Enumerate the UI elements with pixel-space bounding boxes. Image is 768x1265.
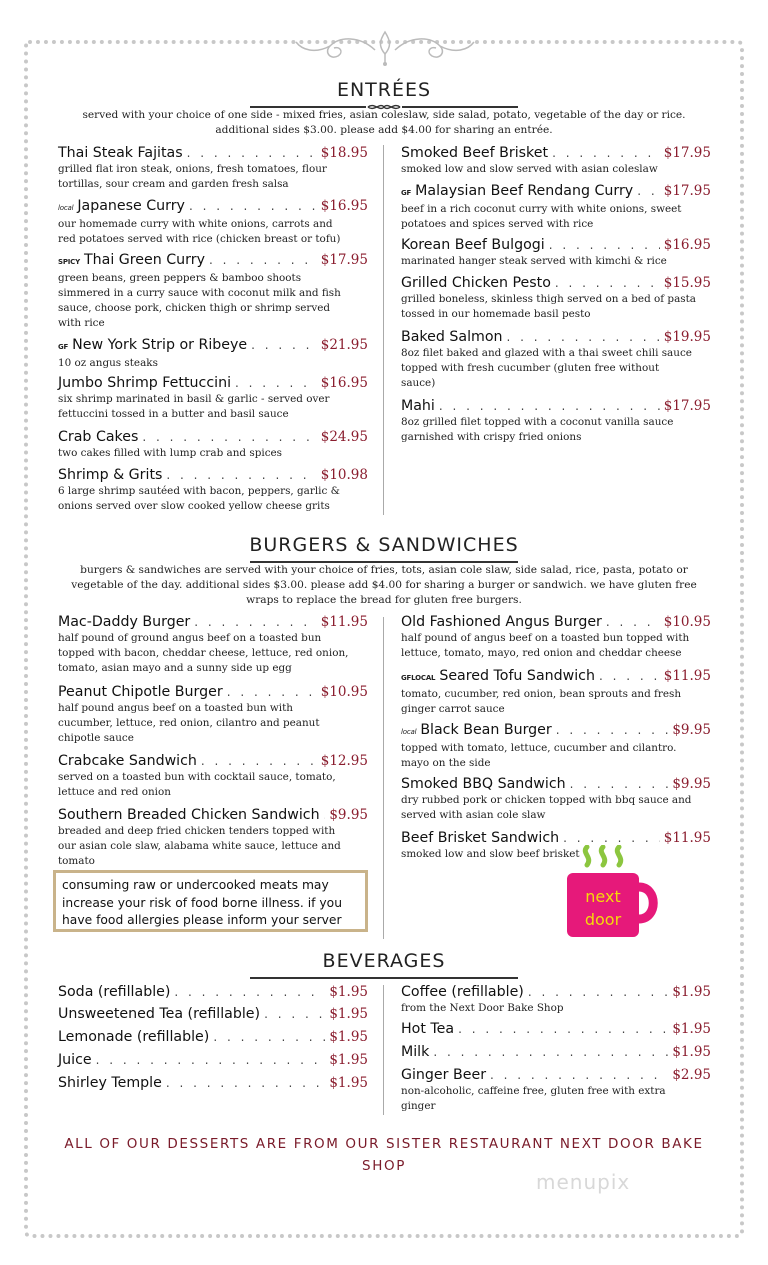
menu-item-shirley-temple bbox=[58, 1074, 368, 1092]
menu-item-description: onions served over slow cooked yellow cheese grits bbox=[58, 500, 330, 512]
menu-item-description: tomato, asian mayo and a sunny side up egg bbox=[58, 662, 292, 674]
menu-item-description: six shrimp marinated in basil & garlic - served over bbox=[58, 393, 330, 405]
menu-item-line bbox=[58, 983, 368, 1001]
entrees-column-divider bbox=[383, 145, 384, 515]
dot-leader bbox=[599, 667, 660, 685]
menu-item-black-bean-burger bbox=[401, 721, 711, 771]
menu-item-name: Smoked Beef Brisket bbox=[401, 145, 549, 161]
dot-leader bbox=[507, 328, 660, 346]
menu-item-description: green beans, green peppers & bamboo shoots bbox=[58, 272, 302, 284]
next-door-mug-logo-icon bbox=[563, 845, 658, 940]
dot-leader bbox=[189, 197, 317, 215]
menu-item-korean-beef-bulgogi bbox=[401, 236, 711, 269]
entrees-title: ENTRÉES bbox=[336, 79, 432, 101]
menu-item-price: $11.95 bbox=[663, 830, 711, 846]
menu-item-name: Jumbo Shrimp Fettuccini bbox=[58, 375, 232, 391]
menu-item-price: $1.95 bbox=[672, 984, 711, 1000]
menu-item-lemonade-refillable bbox=[58, 1028, 368, 1046]
menu-item-jumbo-shrimp-fettuccini bbox=[58, 374, 368, 422]
menu-item-price: $15.95 bbox=[663, 275, 711, 291]
menu-item-price: $17.95 bbox=[663, 145, 711, 161]
menu-item-description: our asian cole slaw, alabama white sauce, lettuce and bbox=[58, 840, 341, 852]
menu-item-description: non-alcoholic, caffeine free, gluten free with extra bbox=[401, 1085, 666, 1097]
menu-item-description: simmered in a curry sauce with coconut milk and fish bbox=[58, 287, 341, 299]
menu-item-name: Korean Beef Bulgogi bbox=[401, 237, 545, 253]
menu-item-line bbox=[58, 1005, 368, 1023]
menu-item-line bbox=[401, 721, 711, 741]
menu-item-line bbox=[58, 251, 368, 271]
menu-item-price: $17.95 bbox=[663, 183, 711, 199]
menu-item-name: Malaysian Beef Rendang Curry bbox=[415, 183, 634, 199]
menu-item-description: topped with bacon, cheddar cheese, lettuce, red onion, bbox=[58, 647, 349, 659]
menu-item-name: Black Bean Burger bbox=[420, 722, 552, 738]
menu-item-description: fettuccini tossed in a butter and basil sauce bbox=[58, 408, 289, 420]
menu-item-price: $11.95 bbox=[320, 614, 368, 630]
menu-item-description: sauce) bbox=[401, 377, 436, 389]
dot-leader bbox=[194, 613, 316, 631]
logo-next-text: next bbox=[585, 887, 621, 906]
menu-item-description: lettuce and red onion bbox=[58, 786, 171, 798]
menu-item-name: Japanese Curry bbox=[77, 198, 185, 214]
menu-item-price: $18.95 bbox=[320, 145, 368, 161]
menu-item-new-york-strip-or-ribeye bbox=[58, 336, 368, 371]
menu-item-price: $1.95 bbox=[329, 984, 368, 1000]
menu-item-description: ginger carrot sauce bbox=[401, 703, 505, 715]
menu-item-smoked-bbq-sandwich bbox=[401, 775, 711, 823]
dot-leader bbox=[439, 397, 660, 415]
menu-item-southern-breaded-chicken-sandwich bbox=[58, 806, 368, 869]
menu-item-description: garnished with crispy fried onions bbox=[401, 431, 582, 443]
menu-item-thai-green-curry bbox=[58, 251, 368, 331]
menu-item-line bbox=[401, 983, 711, 1001]
menu-item-line bbox=[401, 144, 711, 162]
menu-item-description: marinated hanger steak served with kimchi & rice bbox=[401, 255, 667, 267]
menu-item-description: smoked low and slow served with asian coleslaw bbox=[401, 163, 658, 175]
dietary-tag: GF bbox=[401, 189, 412, 197]
burgers-title: BURGERS & SANDWICHES bbox=[249, 534, 519, 556]
menu-item-price: $1.95 bbox=[329, 1052, 368, 1068]
menu-item-price: $9.95 bbox=[672, 722, 711, 738]
menu-item-crabcake-sandwich bbox=[58, 752, 368, 800]
menu-item-price: $1.95 bbox=[329, 1006, 368, 1022]
menu-item-name: Crab Cakes bbox=[58, 429, 139, 445]
menu-item-line bbox=[58, 144, 368, 162]
menu-item-price: $1.95 bbox=[672, 1021, 711, 1037]
menu-item-description: sauce, choose pork, chicken thigh or shrimp served bbox=[58, 302, 331, 314]
menu-item-old-fashioned-angus-burger bbox=[401, 613, 711, 661]
menu-item-milk bbox=[401, 1043, 711, 1061]
menu-item-name: Soda (refillable) bbox=[58, 984, 171, 1000]
menu-item-description: served on a toasted bun with cocktail sauce, tomato, bbox=[58, 771, 336, 783]
menu-item-line bbox=[401, 667, 711, 687]
menu-item-description: grilled boneless, skinless thigh served on a bed of pasta bbox=[401, 293, 696, 305]
menu-item-juice bbox=[58, 1051, 368, 1069]
menu-item-description: two cakes filled with lump crab and spices bbox=[58, 447, 282, 459]
menu-item-name: Baked Salmon bbox=[401, 329, 503, 345]
menu-item-price: $1.95 bbox=[329, 1029, 368, 1045]
menu-item-description: chipotle sauce bbox=[58, 732, 134, 744]
menu-item-price: $11.95 bbox=[663, 668, 711, 684]
menu-item-price: $10.98 bbox=[320, 467, 368, 483]
menu-item-mahi bbox=[401, 397, 711, 445]
dot-leader bbox=[166, 466, 316, 484]
menu-item-thai-steak-fajitas bbox=[58, 144, 368, 192]
menu-item-price: $1.95 bbox=[672, 1044, 711, 1060]
menu-item-description: potatoes and spices served with rice bbox=[401, 218, 594, 230]
menu-item-description: 6 large shrimp sautéed with bacon, peppers, garlic & bbox=[58, 485, 340, 497]
menu-item-price: $16.95 bbox=[320, 198, 368, 214]
menu-item-name: Hot Tea bbox=[401, 1021, 455, 1037]
dietary-tag: SPICY bbox=[58, 258, 80, 266]
dot-leader bbox=[606, 613, 660, 631]
dot-leader bbox=[96, 1051, 326, 1069]
menu-item-line bbox=[58, 428, 368, 446]
menu-item-price: $16.95 bbox=[663, 237, 711, 253]
menu-item-crab-cakes bbox=[58, 428, 368, 461]
menu-item-name: Juice bbox=[58, 1052, 92, 1068]
burgers-column-divider bbox=[383, 617, 384, 939]
logo-door-text: door bbox=[584, 910, 622, 929]
menu-item-name: Seared Tofu Sandwich bbox=[439, 668, 595, 684]
menu-item-description: with rice bbox=[58, 317, 105, 329]
menu-item-peanut-chipotle-burger bbox=[58, 683, 368, 746]
menu-item-name: Mac-Daddy Burger bbox=[58, 614, 191, 630]
menu-item-description: breaded and deep fried chicken tenders topped with bbox=[58, 825, 336, 837]
menu-item-price: $2.95 bbox=[672, 1067, 711, 1083]
menu-item-line bbox=[58, 683, 368, 701]
menu-item-name: Peanut Chipotle Burger bbox=[58, 684, 223, 700]
dot-leader bbox=[528, 983, 669, 1001]
menu-item-description: lettuce, tomato, mayo, red onion and cheddar cheese bbox=[401, 647, 682, 659]
menu-item-name: Smoked BBQ Sandwich bbox=[401, 776, 566, 792]
food-safety-notice: consuming raw or undercooked meats may increase your risk of food borne illness. if you have food allergies please inform your server bbox=[53, 870, 368, 932]
menu-item-description: cucumber, lettuce, red onion, cilantro and peanut bbox=[58, 717, 320, 729]
menu-item-japanese-curry bbox=[58, 197, 368, 247]
menu-item-description: tomato, cucumber, red onion, bean sprouts and fresh bbox=[401, 688, 682, 700]
menu-item-description: 8oz grilled filet topped with a coconut vanilla sauce bbox=[401, 416, 674, 428]
entrees-intro: served with your choice of one side - mixed fries, asian coleslaw, side salad, potato, vegetable of the day or rice. additional sides $3.00. please add $4.00 for sharing an entrée. bbox=[82, 109, 686, 136]
menu-item-description: half pound of ground angus beef on a toasted bun bbox=[58, 632, 322, 644]
dot-leader bbox=[209, 251, 317, 269]
menu-item-description: tomato bbox=[58, 855, 95, 867]
menu-item-name: Thai Green Curry bbox=[83, 252, 205, 268]
menu-item-name: Mahi bbox=[401, 398, 435, 414]
dot-leader bbox=[556, 721, 669, 739]
menu-item-line bbox=[401, 829, 711, 847]
menu-item-line bbox=[401, 328, 711, 346]
menu-item-name: New York Strip or Ribeye bbox=[72, 337, 248, 353]
menu-item-description: half pound of angus beef on a toasted bun topped with bbox=[401, 632, 690, 644]
menu-item-price: $1.95 bbox=[329, 1075, 368, 1091]
menu-item-name: Old Fashioned Angus Burger bbox=[401, 614, 602, 630]
menu-item-line bbox=[58, 806, 368, 824]
menu-item-line bbox=[401, 613, 711, 631]
dot-leader bbox=[458, 1020, 668, 1038]
menu-item-line bbox=[401, 397, 711, 415]
menu-item-line bbox=[58, 1051, 368, 1069]
menu-item-description: beef in a rich coconut curry with white onions, sweet bbox=[401, 203, 682, 215]
menu-item-shrimp-grits bbox=[58, 466, 368, 514]
desserts-note: ALL OF OUR DESSERTS ARE FROM OUR SISTER RESTAURANT NEXT DOOR BAKE SHOP bbox=[64, 1136, 704, 1174]
menu-item-name: Beef Brisket Sandwich bbox=[401, 830, 560, 846]
menu-item-name: Southern Breaded Chicken Sandwich bbox=[58, 807, 320, 823]
dot-leader bbox=[490, 1066, 668, 1084]
beverages-title-rule bbox=[250, 977, 518, 979]
menu-item-baked-salmon bbox=[401, 328, 711, 391]
menu-item-seared-tofu-sandwich bbox=[401, 667, 711, 717]
dot-leader bbox=[324, 806, 326, 824]
menu-item-description: our homemade curry with white onions, carrots and bbox=[58, 218, 333, 230]
menu-item-line bbox=[58, 613, 368, 631]
menu-item-line bbox=[401, 236, 711, 254]
dot-leader bbox=[555, 274, 660, 292]
menu-item-description: tortillas, sour cream and garden fresh salsa bbox=[58, 178, 289, 190]
dietary-tag: local bbox=[58, 204, 74, 212]
menu-item-line bbox=[58, 197, 368, 217]
menu-item-name: Milk bbox=[401, 1044, 430, 1060]
menu-item-mac-daddy-burger bbox=[58, 613, 368, 676]
menu-item-line bbox=[401, 182, 711, 202]
menu-item-description: 10 oz angus steaks bbox=[58, 357, 158, 369]
menu-item-description: grilled flat iron steak, onions, fresh tomatoes, flour bbox=[58, 163, 327, 175]
menu-item-line bbox=[58, 1074, 368, 1092]
dot-leader bbox=[264, 1005, 325, 1023]
menu-item-price: $10.95 bbox=[320, 684, 368, 700]
dot-leader bbox=[166, 1074, 326, 1092]
menu-item-line bbox=[58, 752, 368, 770]
dot-leader bbox=[552, 144, 660, 162]
menu-item-line bbox=[401, 1020, 711, 1038]
menu-item-name: Coffee (refillable) bbox=[401, 984, 524, 1000]
menu-item-line bbox=[58, 374, 368, 392]
menu-item-ginger-beer bbox=[401, 1066, 711, 1114]
menu-item-name: Crabcake Sandwich bbox=[58, 753, 197, 769]
flourish-ornament-icon bbox=[290, 28, 480, 68]
menu-item-price: $9.95 bbox=[672, 776, 711, 792]
menu-item-description: from the Next Door Bake Shop bbox=[401, 1002, 564, 1014]
menu-item-description: tossed in our homemade basil pesto bbox=[401, 308, 591, 320]
menu-item-hot-tea bbox=[401, 1020, 711, 1038]
menu-item-price: $16.95 bbox=[320, 375, 368, 391]
dot-leader bbox=[213, 1028, 325, 1046]
dot-leader bbox=[142, 428, 316, 446]
dot-leader bbox=[235, 374, 317, 392]
dietary-tag: GFLOCAL bbox=[401, 674, 436, 682]
menu-item-price: $12.95 bbox=[320, 753, 368, 769]
menu-item-grilled-chicken-pesto bbox=[401, 274, 711, 322]
menu-item-description: red potatoes served with rice (chicken breast or tofu) bbox=[58, 233, 341, 245]
dot-leader bbox=[174, 983, 325, 1001]
menu-item-name: Lemonade (refillable) bbox=[58, 1029, 210, 1045]
dot-leader bbox=[570, 775, 669, 793]
menu-item-description: topped with tomato, lettuce, cucumber and cilantro. bbox=[401, 742, 677, 754]
menu-item-name: Shirley Temple bbox=[58, 1075, 162, 1091]
menu-item-description: 8oz filet baked and glazed with a thai sweet chili sauce bbox=[401, 347, 692, 359]
dot-leader bbox=[187, 144, 317, 162]
menu-item-price: $10.95 bbox=[663, 614, 711, 630]
menu-item-unsweetened-tea-refillable bbox=[58, 1005, 368, 1023]
dot-leader bbox=[201, 752, 317, 770]
dot-leader bbox=[227, 683, 317, 701]
menu-item-line bbox=[401, 1043, 711, 1061]
menu-item-price: $24.95 bbox=[320, 429, 368, 445]
dot-leader bbox=[637, 182, 660, 200]
menu-item-description: mayo on the side bbox=[401, 757, 491, 769]
menu-item-description: smoked low and slow beef brisket bbox=[401, 848, 580, 860]
menu-item-price: $21.95 bbox=[320, 337, 368, 353]
menu-item-name: Thai Steak Fajitas bbox=[58, 145, 183, 161]
beverages-column-divider bbox=[383, 985, 384, 1115]
menu-item-description: ginger bbox=[401, 1100, 436, 1112]
menu-item-description: served with asian cole slaw bbox=[401, 809, 546, 821]
menu-item-line bbox=[401, 1066, 711, 1084]
menu-item-description: half pound angus beef on a toasted bun with bbox=[58, 702, 293, 714]
menu-item-beef-brisket-sandwich bbox=[401, 829, 711, 862]
menu-item-price: $17.95 bbox=[663, 398, 711, 414]
menu-item-price: $9.95 bbox=[329, 807, 368, 823]
menu-item-line bbox=[401, 274, 711, 292]
menu-item-line bbox=[58, 466, 368, 484]
menu-item-smoked-beef-brisket bbox=[401, 144, 711, 177]
dot-leader bbox=[251, 336, 317, 354]
menu-item-soda-refillable bbox=[58, 983, 368, 1001]
burgers-intro: burgers & sandwiches are served with your choice of fries, tots, asian cole slaw, side salad, rice, pasta, potato or vegetable of the day. additional sides $3.00. please add $4.00 for sharing a burger or sandwich. we have gluten free wraps to replace the bread for gluten free burgers. bbox=[71, 564, 697, 606]
dot-leader bbox=[549, 236, 660, 254]
dot-leader bbox=[433, 1043, 668, 1061]
menu-item-line bbox=[58, 336, 368, 356]
menu-item-malaysian-beef-rendang-curry bbox=[401, 182, 711, 232]
menu-item-line bbox=[401, 775, 711, 793]
menu-item-price: $17.95 bbox=[320, 252, 368, 268]
menu-item-name: Grilled Chicken Pesto bbox=[401, 275, 551, 291]
menu-item-name: Ginger Beer bbox=[401, 1067, 487, 1083]
menu-item-coffee-refillable bbox=[401, 983, 711, 1016]
menu-item-name: Unsweetened Tea (refillable) bbox=[58, 1006, 261, 1022]
menupix-watermark: menupix bbox=[536, 1170, 631, 1194]
beverages-title: BEVERAGES bbox=[322, 950, 446, 972]
menu-item-name: Shrimp & Grits bbox=[58, 467, 163, 483]
menu-item-description: topped with fresh cucumber (gluten free without bbox=[401, 362, 660, 374]
menu-item-description: dry rubbed pork or chicken topped with bbq sauce and bbox=[401, 794, 692, 806]
menu-item-price: $19.95 bbox=[663, 329, 711, 345]
dietary-tag: GF bbox=[58, 343, 69, 351]
menu-item-line bbox=[58, 1028, 368, 1046]
dietary-tag: local bbox=[401, 728, 417, 736]
